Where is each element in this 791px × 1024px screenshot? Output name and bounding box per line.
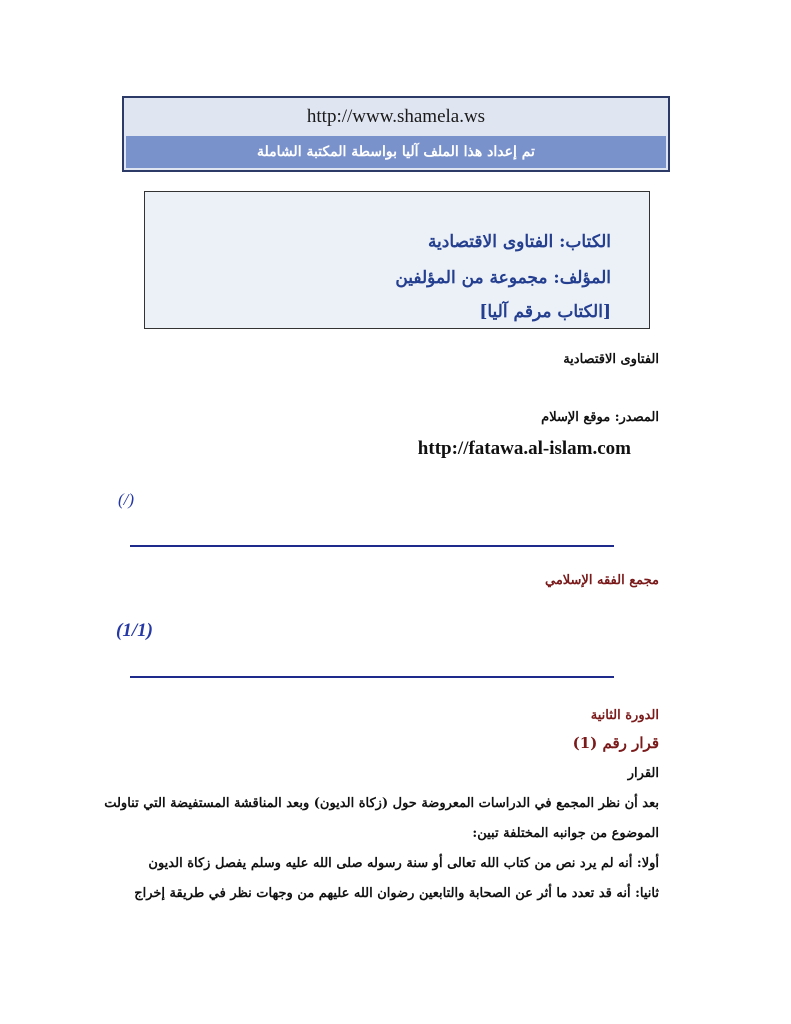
body-line: أولا: أنه لم يرد نص من كتاب الله تعالى أو سنة رسوله صلى الله عليه وسلم يفصل زكاة الديون (148, 856, 659, 871)
source-url-link[interactable]: http://fatawa.al-islam.com (417, 438, 631, 459)
session-heading: الدورة الثانية (590, 708, 659, 723)
divider-bottom (130, 676, 614, 678)
decision-number: قرار رقم (1) (572, 734, 659, 752)
page-title: الفتاوى الاقتصادية (563, 352, 659, 367)
page-number: (1/1) (116, 620, 153, 641)
shamela-note: تم إعداد هذا الملف آليا بواسطة المكتبة الشاملة (126, 136, 666, 168)
body-line: ثانيا: أنه قد تعدد ما أثر عن الصحابة والتابعين رضوان الله عليهم من وجهات نظر في طريقة إخراج (134, 886, 659, 901)
root-link[interactable]: (/) (118, 490, 135, 509)
organization-heading: مجمع الفقه الإسلامي (544, 573, 659, 588)
book-author-line: المؤلف: مجموعة من المؤلفين (395, 268, 611, 288)
shamela-header-box (122, 96, 670, 172)
shamela-url[interactable]: http://www.shamela.ws (306, 106, 486, 127)
book-info-box (144, 191, 650, 329)
decision-heading: القرار (627, 766, 659, 781)
source-line: المصدر: موقع الإسلام (541, 410, 659, 425)
book-title-line: الكتاب: الفتاوى الاقتصادية (427, 232, 611, 252)
book-numbering-line: [الكتاب مرقم آليا] (479, 302, 611, 322)
body-line: بعد أن نظر المجمع في الدراسات المعروضة حول (زكاة الديون) وبعد المناقشة المستفيضة التي تناولت (104, 796, 659, 811)
body-line: الموضوع من جوانبه المختلفة تبين: (472, 826, 659, 841)
divider-top (130, 545, 614, 547)
